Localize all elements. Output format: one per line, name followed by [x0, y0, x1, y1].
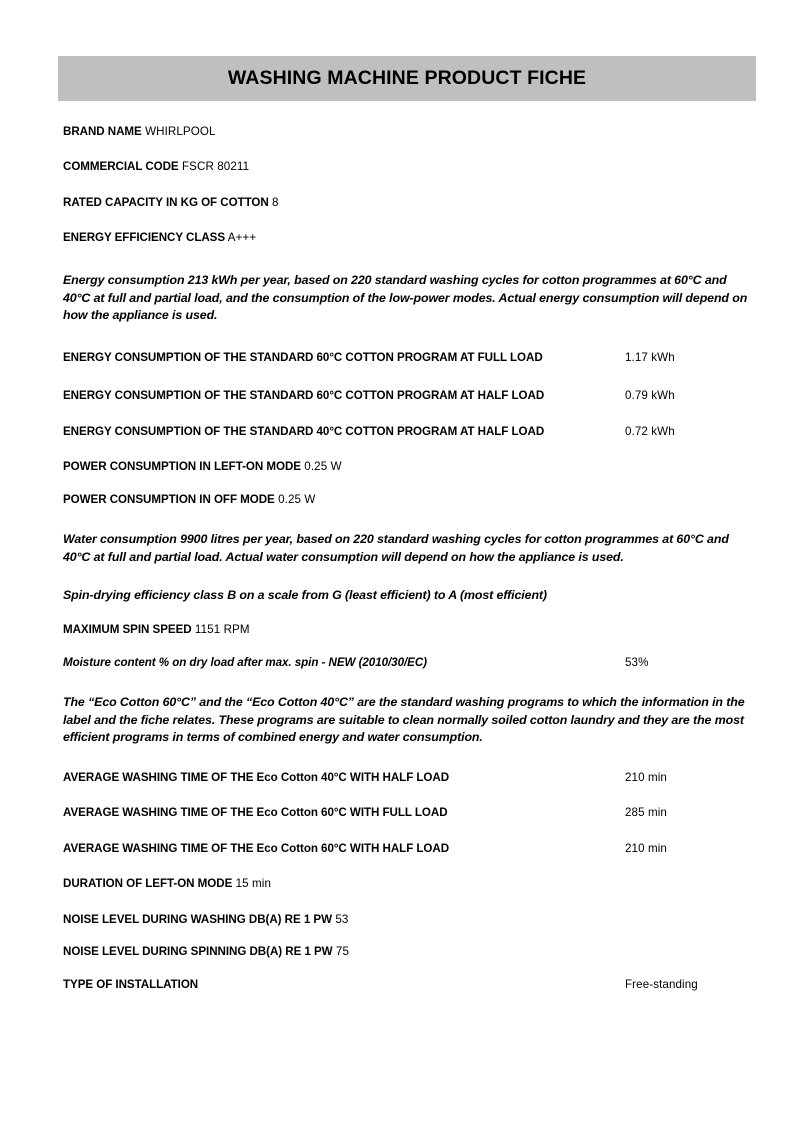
- brand-name-value: WHIRLPOOL: [145, 125, 216, 138]
- row-moisture-content: [63, 656, 757, 670]
- paragraph-eco-cotton-note: The “Eco Cotton 60°C” and the “Eco Cotton 40°C” are the standard washing programs to which the information in the label and the fiche relates. These programs are suitable to clean normally soiled cotton laundry and they are the most efficient programs in terms of combined energy and water consumption.: [63, 694, 745, 745]
- noise-level-washing-label: NOISE LEVEL DURING WASHING DB(A) RE 1 PW: [63, 912, 332, 926]
- power-off-mode-value: 0.25 W: [278, 492, 316, 506]
- energy-40-half-load-label: ENERGY CONSUMPTION OF THE STANDARD 40°C COTTON PROGRAM AT HALF LOAD: [63, 424, 545, 438]
- commercial-code-label: COMMERCIAL CODE: [63, 160, 179, 174]
- paragraph-energy-consumption: Energy consumption 213 kWh per year, based on 220 standard washing cycles for cotton programmes at 60°C and 40°C at full and partial load, and the consumption of the low-power modes. Actual energy consumption will depend on how the appliance is used.: [63, 272, 748, 323]
- row-noise-level-washing: [63, 913, 757, 927]
- row-power-off-mode: [63, 493, 757, 507]
- type-of-installation-label: TYPE OF INSTALLATION: [63, 977, 199, 991]
- rated-capacity-label: RATED CAPACITY IN KG OF COTTON: [63, 195, 269, 209]
- document-title-banner: [58, 56, 756, 101]
- power-left-on-mode-value: 0.25 W: [304, 460, 342, 474]
- energy-60-full-load-label: ENERGY CONSUMPTION OF THE STANDARD 60°C COTTON PROGRAM AT FULL LOAD: [63, 350, 543, 364]
- energy-40-half-load-value: 0.72 kWh: [625, 424, 675, 438]
- noise-level-spinning-label: NOISE LEVEL DURING SPINNING DB(A) RE 1 PW: [63, 945, 333, 959]
- brand-name-label: BRAND NAME: [63, 125, 142, 138]
- row-commercial-code: [63, 160, 757, 174]
- maximum-spin-speed-value: 1151 RPM: [194, 623, 250, 637]
- row-rated-capacity: [63, 196, 757, 210]
- energy-efficiency-class-value: A+++: [227, 231, 257, 245]
- wash-time-60-full-load-label: AVERAGE WASHING TIME OF THE Eco Cotton 60°C WITH FULL LOAD: [63, 806, 448, 820]
- wash-time-60-half-load-value: 210 min: [625, 841, 667, 855]
- row-wash-time-60-full-load: [63, 806, 757, 820]
- row-brand-name: [63, 125, 757, 139]
- row-noise-level-spinning: [63, 945, 757, 959]
- energy-60-half-load-label: ENERGY CONSUMPTION OF THE STANDARD 60°C COTTON PROGRAM AT HALF LOAD: [63, 389, 545, 403]
- fiche-content: [58, 125, 757, 992]
- row-wash-time-40-half-load: [63, 771, 757, 785]
- wash-time-40-half-load-label: AVERAGE WASHING TIME OF THE Eco Cotton 40°C WITH HALF LOAD: [63, 770, 450, 784]
- row-duration-left-on-mode: [63, 877, 757, 891]
- row-type-of-installation: [63, 978, 757, 992]
- document-sheet: [58, 56, 756, 992]
- wash-time-40-half-load-value: 210 min: [625, 770, 667, 784]
- paragraph-water-consumption: Water consumption 9900 litres per year, based on 220 standard washing cycles for cotton programmes at 60°C and 40°C at full and partial load. Actual water consumption will depend on how the appliance is used.: [63, 532, 729, 564]
- duration-left-on-mode-value: 15 min: [235, 877, 271, 891]
- duration-left-on-mode-label: DURATION OF LEFT-ON MODE: [63, 877, 233, 891]
- row-wash-time-60-half-load: [63, 842, 757, 856]
- wash-time-60-half-load-label: AVERAGE WASHING TIME OF THE Eco Cotton 60°C WITH HALF LOAD: [63, 841, 450, 855]
- rated-capacity-value: 8: [272, 195, 279, 209]
- paragraph-spin-drying-class: Spin-drying efficiency class B on a scale from G (least efficient) to A (most efficient): [63, 588, 547, 603]
- row-maximum-spin-speed: [63, 623, 757, 637]
- energy-60-full-load-value: 1.17 kWh: [625, 350, 675, 364]
- noise-level-washing-value: 53: [335, 912, 349, 926]
- page-title: WASHING MACHINE PRODUCT FICHE: [227, 66, 587, 89]
- power-left-on-mode-label: POWER CONSUMPTION IN LEFT-ON MODE: [63, 460, 301, 474]
- commercial-code-value: FSCR 80211: [181, 160, 250, 174]
- moisture-content-value: 53%: [625, 655, 649, 669]
- row-energy-efficiency-class: [63, 231, 757, 245]
- moisture-content-label: Moisture content % on dry load after max. spin - NEW (2010/30/EC): [63, 655, 427, 669]
- row-energy-40-half-load: [63, 425, 757, 439]
- power-off-mode-label: POWER CONSUMPTION IN OFF MODE: [63, 492, 275, 506]
- row-power-left-on-mode: [63, 460, 757, 474]
- type-of-installation-value: Free-standing: [625, 977, 698, 991]
- energy-efficiency-class-label: ENERGY EFFICIENCY CLASS: [63, 231, 226, 245]
- noise-level-spinning-value: 75: [335, 945, 350, 959]
- maximum-spin-speed-label: MAXIMUM SPIN SPEED: [63, 623, 192, 637]
- energy-60-half-load-value: 0.79 kWh: [625, 389, 675, 403]
- wash-time-60-full-load-value: 285 min: [625, 806, 667, 820]
- row-energy-60-half-load: [63, 389, 757, 403]
- row-energy-60-full-load: [63, 351, 757, 365]
